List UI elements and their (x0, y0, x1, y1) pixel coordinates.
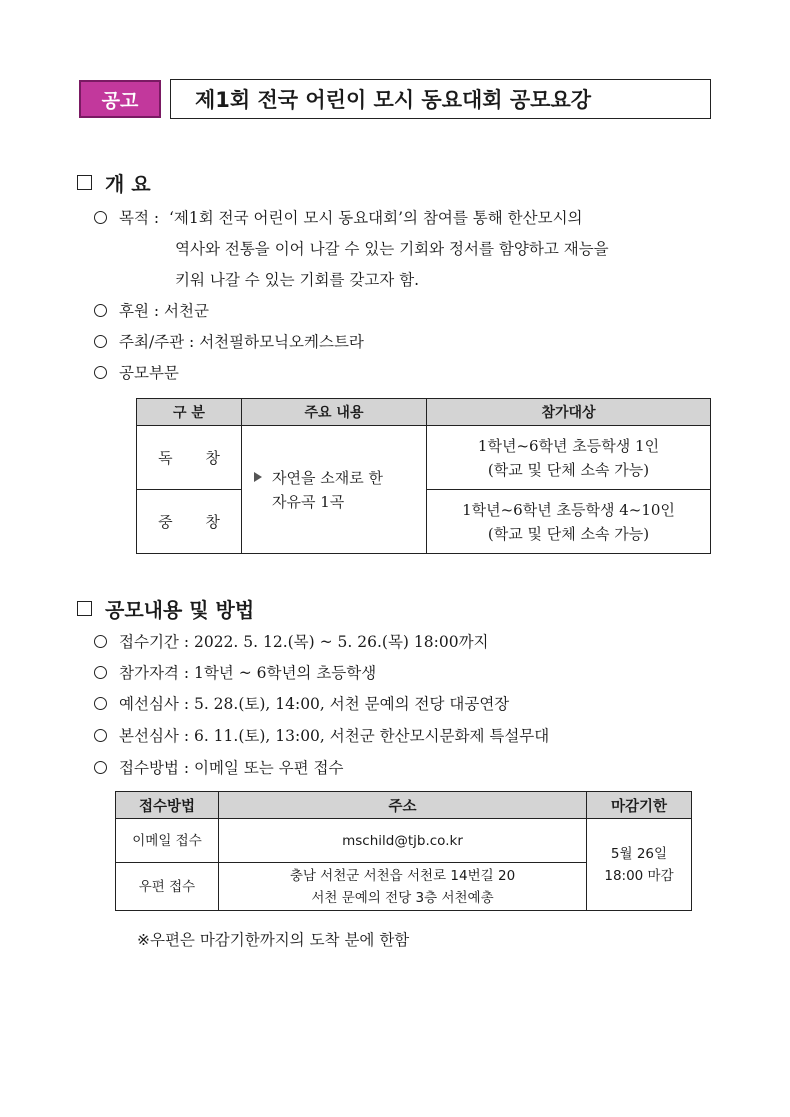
target-line1: 1학년~6학년 초등학생 4~10인 (462, 500, 675, 519)
method-item-text: 예선심사 : 5. 28.(토), 14:00, 서천 문예의 전당 대공연장 (119, 695, 510, 713)
table-row (137, 426, 711, 490)
triangle-bullet-icon (254, 472, 262, 482)
category-cell: 독 창 (137, 426, 242, 490)
postal-note: ※우편은 마감기한까지의 도착 분에 한함 (137, 931, 410, 949)
sponsor-text: 후원 : 서천군 (119, 302, 209, 320)
circle-bullet-icon (94, 211, 107, 224)
circle-bullet-icon (94, 729, 107, 742)
address-line1: 충남 서천군 서천읍 서천로 14번길 20 (289, 867, 516, 884)
method-item-text: 참가자격 : 1학년 ~ 6학년의 초등학생 (119, 664, 377, 682)
method-cell: 이메일 접수 (116, 819, 219, 863)
page-title (170, 79, 711, 119)
address-line2: 서천 문예의 전당 3층 서천예총 (311, 889, 494, 906)
method-item (94, 661, 376, 685)
target-cell (427, 426, 711, 490)
address-cell (219, 819, 587, 863)
target-line1: 1학년~6학년 초등학생 1인 (477, 436, 660, 455)
target-line2: (학교 및 단체 소속 가능) (487, 460, 650, 479)
purpose-line1: ‘제1회 전국 어린이 모시 동요대회’의 참여를 통해 한산모시의 (168, 209, 583, 227)
category-item (94, 361, 179, 385)
method-item-text: 본선심사 : 6. 11.(토), 13:00, 서천군 한산모시문화제 특설무대 (119, 727, 550, 745)
target-line2: (학교 및 단체 소속 가능) (487, 524, 650, 543)
circle-bullet-icon (94, 635, 107, 648)
method-item (94, 692, 509, 716)
table-header-cell: 주소 (219, 792, 587, 819)
method-item (94, 756, 344, 780)
section-overview-title: 개 요 (105, 172, 151, 196)
deadline-line2: 18:00 마감 (604, 867, 674, 884)
purpose-label: 목적 : (119, 209, 160, 227)
organizer-text: 주최/주관 : 서천필하모닉오케스트라 (119, 333, 364, 351)
content-line2: 자유곡 1곡 (272, 492, 345, 511)
address-line1: mschild@tjb.co.kr (342, 832, 463, 849)
method-item (94, 724, 549, 748)
table-header-cell: 구 분 (137, 399, 242, 426)
target-cell (427, 490, 711, 554)
circle-bullet-icon (94, 666, 107, 679)
table-header-cell: 접수방법 (116, 792, 219, 819)
table-row (116, 819, 692, 863)
circle-bullet-icon (94, 761, 107, 774)
deadline-cell (587, 819, 692, 911)
section-overview-heading (77, 168, 151, 197)
table-header-cell: 마감기한 (587, 792, 692, 819)
circle-bullet-icon (94, 366, 107, 379)
table-header-cell: 참가대상 (427, 399, 711, 426)
purpose-item (94, 206, 583, 230)
page-title-text: 제1회 전국 어린이 모시 동요대회 공모요강 (195, 88, 592, 112)
purpose-line3: 키워 나갈 수 있는 기회를 갖고자 함. (175, 271, 420, 289)
circle-bullet-icon (94, 697, 107, 710)
content-line1: 자연을 소재로 한 (272, 468, 383, 487)
content-cell (242, 426, 427, 554)
method-item-text: 접수기간 : 2022. 5. 12.(목) ~ 5. 26.(목) 18:00까지 (119, 633, 489, 651)
square-bullet-icon (77, 601, 92, 616)
submission-table (115, 791, 692, 911)
sponsor-item (94, 299, 209, 323)
circle-bullet-icon (94, 304, 107, 317)
circle-bullet-icon (94, 335, 107, 348)
section-method-heading (77, 594, 254, 623)
deadline-line1: 5월 26일 (610, 845, 668, 862)
notice-badge: 공고 (79, 80, 161, 118)
method-item-text: 접수방법 : 이메일 또는 우편 접수 (119, 759, 344, 777)
square-bullet-icon (77, 175, 92, 190)
method-item (94, 630, 489, 654)
table-header-row (116, 792, 692, 819)
purpose-line2: 역사와 전통을 이어 나갈 수 있는 기회와 정서를 함양하고 재능을 (175, 240, 609, 258)
table-header-row (137, 399, 711, 426)
category-cell: 중 창 (137, 490, 242, 554)
section-method-title: 공모내용 및 방법 (105, 598, 255, 622)
method-cell: 우편 접수 (116, 863, 219, 911)
organizer-item (94, 330, 364, 354)
category-text: 공모부문 (119, 364, 179, 382)
address-cell (219, 863, 587, 911)
category-table (136, 398, 711, 554)
table-header-cell: 주요 내용 (242, 399, 427, 426)
